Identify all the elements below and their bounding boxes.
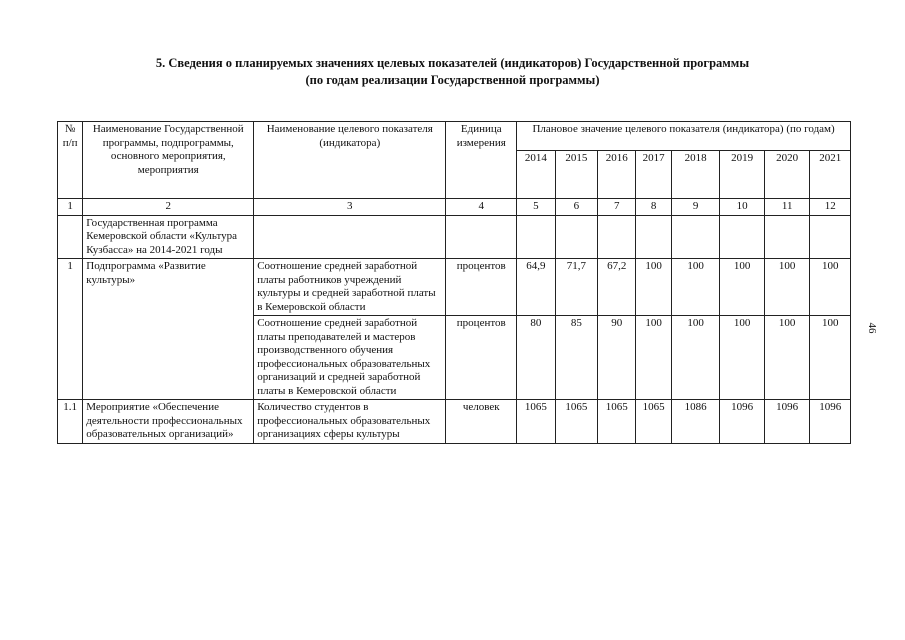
column-number: 7: [598, 199, 636, 216]
row-indicator: Соотношение средней заработной платы работников учреждений культуры и средней заработной платы в Кемеровской области: [254, 259, 446, 316]
title-line-1: 5. Сведения о планируемых значениях целевых показателей (индикаторов) Государственной программы: [155, 56, 750, 70]
header-indicator-name: Наименование целевого показателя (индикатора): [254, 122, 446, 199]
header-year: 2017: [636, 151, 671, 199]
row-no: 1.1: [58, 400, 83, 444]
row-value: 1086: [671, 400, 720, 444]
row-indicator: Количество студентов в профессиональных образовательных организациях сферы культуры: [254, 400, 446, 444]
header-year: 2016: [598, 151, 636, 199]
header-no: № п/п: [58, 122, 83, 199]
row-no: [58, 215, 83, 259]
row-value: [517, 215, 555, 259]
row-value: 1065: [555, 400, 597, 444]
header-planned-value: Плановое значение целевого показателя (индикатора) (по годам): [517, 122, 851, 151]
row-value: 64,9: [517, 259, 555, 316]
indicators-table: [57, 121, 851, 444]
table-row: [58, 259, 851, 316]
column-number: 11: [764, 199, 810, 216]
row-value: 67,2: [598, 259, 636, 316]
row-value: 1065: [598, 400, 636, 444]
row-value: 100: [720, 259, 765, 316]
column-number: 12: [810, 199, 851, 216]
column-number: 9: [671, 199, 720, 216]
header-unit: Единица измерения: [446, 122, 517, 199]
column-number: 1: [58, 199, 83, 216]
row-value: 100: [764, 259, 810, 316]
row-value: [764, 215, 810, 259]
row-value: 100: [810, 316, 851, 400]
column-number: 10: [720, 199, 765, 216]
row-value: 85: [555, 316, 597, 400]
row-value: 71,7: [555, 259, 597, 316]
column-number: 8: [636, 199, 671, 216]
row-value: 90: [598, 316, 636, 400]
row-value: 100: [720, 316, 765, 400]
row-value: 100: [810, 259, 851, 316]
header-year: 2020: [764, 151, 810, 199]
row-value: [636, 215, 671, 259]
row-value: 100: [764, 316, 810, 400]
row-no: 1: [58, 259, 83, 400]
row-unit: процентов: [446, 316, 517, 400]
header-year: 2019: [720, 151, 765, 199]
row-value: 80: [517, 316, 555, 400]
column-number: 6: [555, 199, 597, 216]
row-unit: процентов: [446, 259, 517, 316]
table-row: [58, 215, 851, 259]
header-year: 2021: [810, 151, 851, 199]
page-number: 46: [866, 322, 878, 334]
document-title: [0, 55, 905, 89]
row-value: 1096: [720, 400, 765, 444]
row-unit: [446, 215, 517, 259]
column-number: 2: [83, 199, 254, 216]
header-year: 2014: [517, 151, 555, 199]
row-value: 100: [671, 316, 720, 400]
row-value: [671, 215, 720, 259]
row-value: 1065: [636, 400, 671, 444]
row-value: [555, 215, 597, 259]
title-line-2: (по годам реализации Государственной программы): [305, 73, 600, 87]
row-program: Мероприятие «Обеспечение деятельности профессиональных образовательных организаций»: [83, 400, 254, 444]
header-row-1: [58, 122, 851, 151]
row-value: 1096: [810, 400, 851, 444]
row-indicator: [254, 215, 446, 259]
column-number: 4: [446, 199, 517, 216]
row-value: [720, 215, 765, 259]
row-value: 100: [636, 259, 671, 316]
header-year: 2018: [671, 151, 720, 199]
row-unit: человек: [446, 400, 517, 444]
column-number: 3: [254, 199, 446, 216]
row-program: Государственная программа Кемеровской области «Культура Кузбасса» на 2014-2021 годы: [83, 215, 254, 259]
row-indicator: Соотношение средней заработной платы преподавателей и мастеров производственного обучения профессиональных образовательных организаций и средней заработной платы в Кемеровской области: [254, 316, 446, 400]
column-numbers-row: [58, 199, 851, 216]
header-program-name: Наименование Государственной программы, подпрограммы, основного мероприятия, мероприятия: [83, 122, 254, 199]
row-value: [598, 215, 636, 259]
row-value: [810, 215, 851, 259]
table-row: [58, 400, 851, 444]
row-program: Подпрограмма «Развитие культуры»: [83, 259, 254, 400]
row-value: 1065: [517, 400, 555, 444]
row-value: 100: [636, 316, 671, 400]
row-value: 100: [671, 259, 720, 316]
column-number: 5: [517, 199, 555, 216]
header-year: 2015: [555, 151, 597, 199]
row-value: 1096: [764, 400, 810, 444]
